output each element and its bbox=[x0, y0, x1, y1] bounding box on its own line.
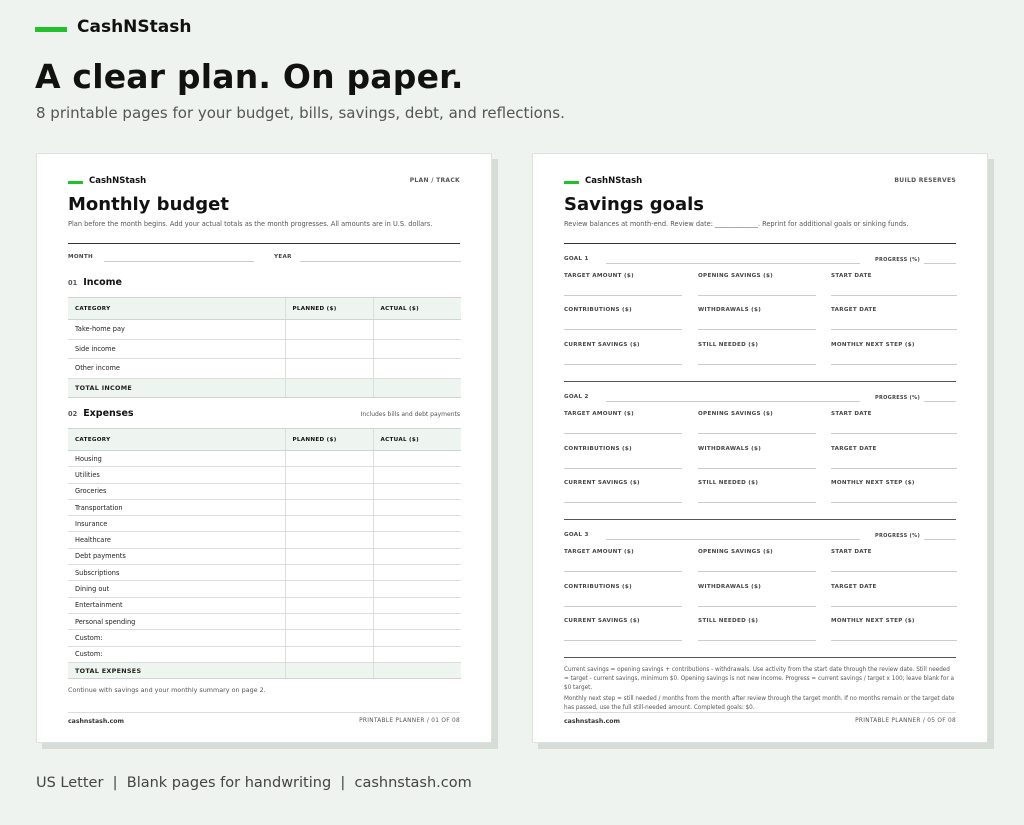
continue-note: Continue with savings and your monthly summary on page 2. bbox=[68, 686, 266, 694]
goal-label: GOAL 1 bbox=[564, 256, 589, 262]
total-row bbox=[68, 662, 461, 678]
formula-note: Monthly next step = still needed / months from the month after review through the target month. If no months remain or the target date has passed, use the full still-needed amount. Completed goals: $0. bbox=[564, 696, 955, 712]
field-line bbox=[831, 433, 957, 434]
row-category: Healthcare bbox=[68, 532, 285, 548]
goal-name-field bbox=[606, 401, 860, 402]
field-label: TARGET AMOUNT ($) bbox=[564, 273, 634, 279]
page-title: Monthly budget bbox=[68, 194, 229, 215]
field-line bbox=[831, 640, 957, 641]
section-number: 02 bbox=[68, 410, 78, 418]
field-label: TARGET DATE bbox=[831, 446, 877, 452]
field-line bbox=[564, 295, 682, 296]
row-category: Other income bbox=[68, 359, 285, 379]
brand-name: CashNStash bbox=[77, 17, 192, 37]
field-line bbox=[564, 502, 682, 503]
field-line bbox=[564, 571, 682, 572]
field-line bbox=[564, 640, 682, 641]
row-category: Dining out bbox=[68, 581, 285, 597]
row-category: Take-home pay bbox=[68, 320, 285, 340]
expenses-table bbox=[68, 428, 461, 679]
field-line bbox=[831, 329, 957, 330]
table-row bbox=[68, 630, 461, 646]
table-row bbox=[68, 613, 461, 629]
row-category: Personal spending bbox=[68, 613, 285, 629]
field-label: WITHDRAWALS ($) bbox=[698, 446, 762, 452]
row-category: Side income bbox=[68, 339, 285, 359]
field-line bbox=[831, 502, 957, 503]
divider bbox=[564, 243, 956, 244]
total-row bbox=[68, 378, 461, 398]
goal-divider bbox=[564, 519, 956, 520]
table-row bbox=[68, 532, 461, 548]
field-label: MONTHLY NEXT STEP ($) bbox=[831, 342, 915, 348]
table-row bbox=[68, 483, 461, 499]
column-header: PLANNED ($) bbox=[285, 298, 373, 320]
page-tag: PLAN / TRACK bbox=[409, 177, 460, 184]
budget-page-preview bbox=[36, 153, 492, 743]
row-category: Utilities bbox=[68, 467, 285, 483]
brand-accent-bar bbox=[35, 27, 67, 32]
field-label: OPENING SAVINGS ($) bbox=[698, 411, 774, 417]
goal-label: GOAL 3 bbox=[564, 532, 589, 538]
table-row bbox=[68, 467, 461, 483]
subheadline: 8 printable pages for your budget, bills, savings, debt, and reflections. bbox=[36, 104, 565, 122]
footer-divider bbox=[564, 712, 956, 713]
goal-block bbox=[564, 394, 956, 514]
row-category: Groceries bbox=[68, 483, 285, 499]
field-label: OPENING SAVINGS ($) bbox=[698, 549, 774, 555]
row-category: Transportation bbox=[68, 499, 285, 515]
section-title: Expenses bbox=[83, 408, 134, 419]
row-category: Insurance bbox=[68, 516, 285, 532]
goal-block bbox=[564, 256, 956, 376]
table-row bbox=[68, 339, 461, 359]
field-label: WITHDRAWALS ($) bbox=[698, 584, 762, 590]
field-line bbox=[831, 468, 957, 469]
row-category: Housing bbox=[68, 451, 285, 467]
goal-divider bbox=[564, 657, 956, 658]
field-label: TARGET DATE bbox=[831, 307, 877, 313]
field-label: START DATE bbox=[831, 411, 872, 417]
field-label: START DATE bbox=[831, 549, 872, 555]
savings-page-preview bbox=[532, 153, 988, 743]
year-label: YEAR bbox=[274, 254, 292, 260]
table-row bbox=[68, 646, 461, 662]
goal-divider bbox=[564, 381, 956, 382]
field-label: TARGET AMOUNT ($) bbox=[564, 549, 634, 555]
footer-divider bbox=[68, 712, 460, 713]
page-description: Plan before the month begins. Add your actual totals as the month progresses. All amounts are in U.S. dollars. bbox=[68, 220, 433, 228]
field-line bbox=[698, 502, 816, 503]
page-footer-site: cashnstash.com bbox=[564, 718, 620, 725]
row-category: Custom: bbox=[68, 630, 285, 646]
field-line bbox=[831, 571, 957, 572]
progress-label: PROGRESS (%) bbox=[875, 395, 921, 401]
page-description: Review balances at month-end. Review date: _____________. Reprint for additional goals or sinking funds. bbox=[564, 220, 909, 228]
month-field bbox=[104, 261, 254, 262]
row-category: Entertainment bbox=[68, 597, 285, 613]
month-label: MONTH bbox=[68, 254, 94, 260]
page-brand: CashNStash bbox=[89, 176, 147, 186]
field-label: TARGET AMOUNT ($) bbox=[564, 411, 634, 417]
column-header: CATEGORY bbox=[68, 429, 285, 451]
progress-label: PROGRESS (%) bbox=[875, 533, 921, 539]
year-field bbox=[300, 261, 461, 262]
page-brand-bar bbox=[68, 181, 83, 184]
field-label: CONTRIBUTIONS ($) bbox=[564, 584, 632, 590]
field-line bbox=[698, 295, 816, 296]
field-label: STILL NEEDED ($) bbox=[698, 618, 759, 624]
page-title: Savings goals bbox=[564, 194, 704, 215]
field-line bbox=[564, 364, 682, 365]
expenses-note: Includes bills and debt payments bbox=[360, 411, 460, 418]
table-row bbox=[68, 597, 461, 613]
field-label: START DATE bbox=[831, 273, 872, 279]
row-category: Subscriptions bbox=[68, 565, 285, 581]
expenses-section-heading bbox=[68, 408, 134, 419]
field-label: CURRENT SAVINGS ($) bbox=[564, 480, 640, 486]
goal-name-field bbox=[606, 263, 860, 264]
progress-field bbox=[924, 263, 956, 264]
page-footer-number: PRINTABLE PLANNER / 05 OF 08 bbox=[855, 718, 956, 724]
field-line bbox=[564, 329, 682, 330]
goal-name-field bbox=[606, 539, 860, 540]
field-line bbox=[831, 606, 957, 607]
progress-field bbox=[924, 539, 956, 540]
field-label: CURRENT SAVINGS ($) bbox=[564, 342, 640, 348]
section-number: 01 bbox=[68, 279, 78, 287]
field-line bbox=[698, 606, 816, 607]
field-line bbox=[564, 606, 682, 607]
page-footer-site: cashnstash.com bbox=[68, 718, 124, 725]
page-footer-number: PRINTABLE PLANNER / 01 OF 08 bbox=[359, 718, 460, 724]
formula-note: Current savings = opening savings + contributions - withdrawals. Use activity from the start date through the review date. Still needed = target - current savings, minimum $0. Opening savings is not new income. Progress = current savings / target x 100; leave blank for a $0 target. bbox=[564, 667, 955, 691]
column-header: PLANNED ($) bbox=[285, 429, 373, 451]
table-row bbox=[68, 451, 461, 467]
section-title: Income bbox=[83, 277, 122, 288]
total-label: TOTAL INCOME bbox=[68, 378, 285, 398]
field-line bbox=[698, 571, 816, 572]
table-row bbox=[68, 359, 461, 379]
field-label: OPENING SAVINGS ($) bbox=[698, 273, 774, 279]
field-line bbox=[564, 433, 682, 434]
field-label: MONTHLY NEXT STEP ($) bbox=[831, 480, 915, 486]
progress-label: PROGRESS (%) bbox=[875, 257, 921, 263]
page-tag: BUILD RESERVES bbox=[894, 177, 956, 184]
field-line bbox=[698, 468, 816, 469]
field-label: WITHDRAWALS ($) bbox=[698, 307, 762, 313]
field-line bbox=[564, 468, 682, 469]
divider bbox=[68, 243, 460, 244]
field-label: MONTHLY NEXT STEP ($) bbox=[831, 618, 915, 624]
table-row bbox=[68, 516, 461, 532]
field-label: STILL NEEDED ($) bbox=[698, 480, 759, 486]
field-label: TARGET DATE bbox=[831, 584, 877, 590]
field-line bbox=[698, 640, 816, 641]
table-row bbox=[68, 320, 461, 340]
table-row bbox=[68, 499, 461, 515]
field-label: CONTRIBUTIONS ($) bbox=[564, 446, 632, 452]
field-line bbox=[698, 433, 816, 434]
total-label: TOTAL EXPENSES bbox=[68, 662, 285, 678]
field-line bbox=[831, 295, 957, 296]
field-line bbox=[698, 364, 816, 365]
progress-field bbox=[924, 401, 956, 402]
row-category: Debt payments bbox=[68, 548, 285, 564]
table-row bbox=[68, 565, 461, 581]
column-header: ACTUAL ($) bbox=[373, 429, 461, 451]
formula-notes bbox=[564, 666, 956, 713]
goal-block bbox=[564, 532, 956, 652]
field-line bbox=[698, 329, 816, 330]
income-table bbox=[68, 297, 461, 398]
field-line bbox=[831, 364, 957, 365]
field-label: CONTRIBUTIONS ($) bbox=[564, 307, 632, 313]
table-row bbox=[68, 581, 461, 597]
row-category: Custom: bbox=[68, 646, 285, 662]
footer-text: US Letter | Blank pages for handwriting | cashnstash.com bbox=[36, 775, 472, 791]
page-brand: CashNStash bbox=[585, 176, 643, 186]
field-label: STILL NEEDED ($) bbox=[698, 342, 759, 348]
headline: A clear plan. On paper. bbox=[35, 57, 464, 96]
column-header: CATEGORY bbox=[68, 298, 285, 320]
page-brand-bar bbox=[564, 181, 579, 184]
column-header: ACTUAL ($) bbox=[373, 298, 461, 320]
table-row bbox=[68, 548, 461, 564]
field-label: CURRENT SAVINGS ($) bbox=[564, 618, 640, 624]
goal-label: GOAL 2 bbox=[564, 394, 589, 400]
income-section-heading bbox=[68, 277, 122, 288]
